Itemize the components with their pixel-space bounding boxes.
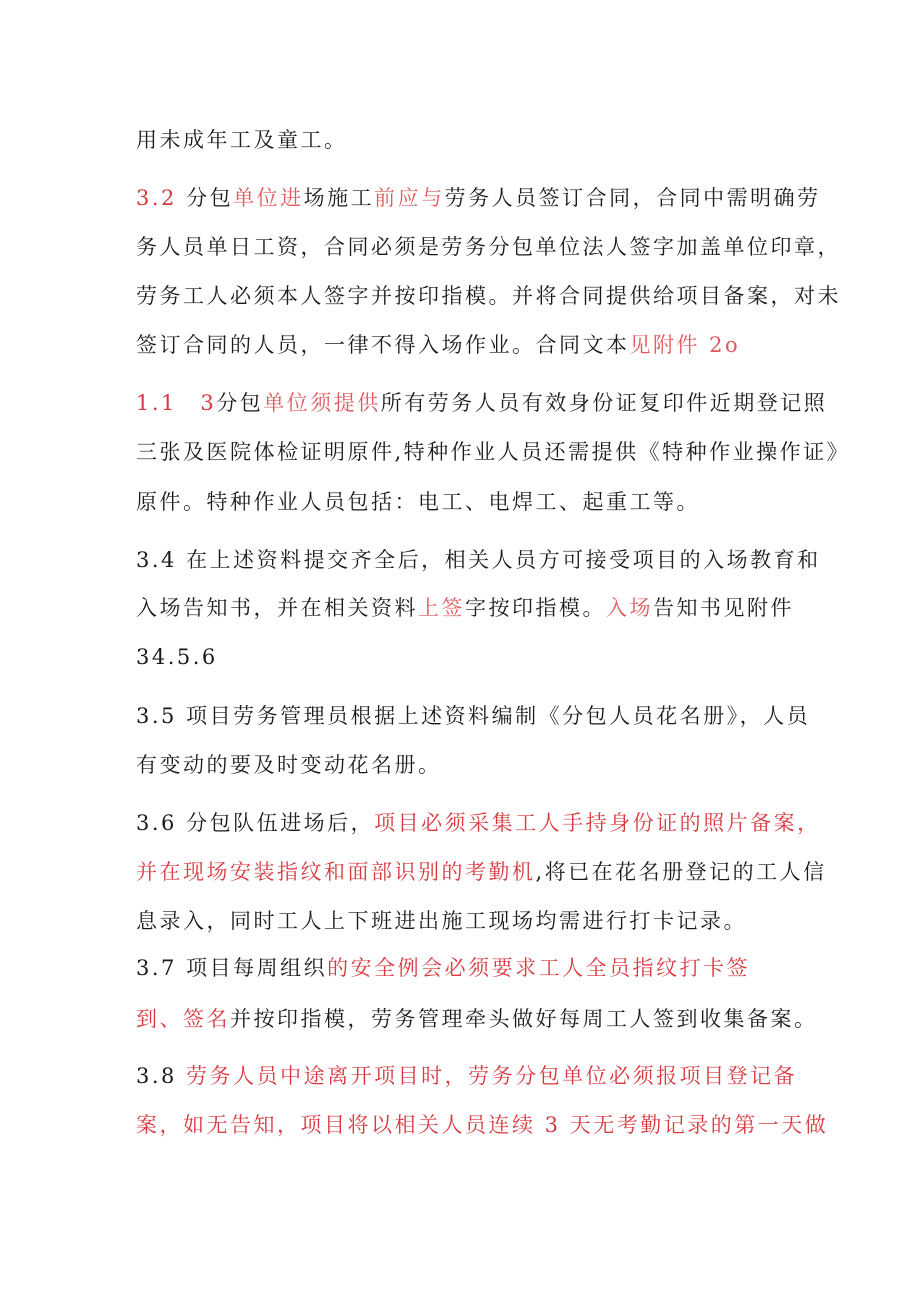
clause-3-2-line-1: 3.2 分包单位进场施工前应与劳务人员签订合同，合同中需明确劳 xyxy=(136,186,821,210)
clause-3-7-line-2: 到、签名并按印指模，劳务管理牵头做好每周工人签到收集备案。 xyxy=(136,1007,818,1031)
clause-3-3-line-3: 原件。特种作业人员包括：电工、电焊工、起重工等。 xyxy=(136,490,700,514)
clause-3-5-line-2: 有变动的要及时变动花名册。 xyxy=(136,753,442,777)
clause-3-2-line-4: 签订合同的人员，一律不得入场作业。合同文本见附件 2o xyxy=(136,333,741,357)
clause-3-6-line-1: 3.6 分包队伍进场后，项目必须采集工人手持身份证的照片备案， xyxy=(136,811,821,835)
clause-3-4-line-1: 3.4 在上述资料提交齐全后，相关人员方可接受项目的入场教育和 xyxy=(136,548,821,572)
clause-3-2-line-3: 劳务工人必须本人签字并按印指模。并将合同提供给项目备案，对未 xyxy=(136,284,841,308)
clause-3-2-line-2: 务人员单日工资，合同必须是劳务分包单位法人签字加盖单位印章， xyxy=(136,235,841,259)
clause-3-8-line-2: 案，如无告知，项目将以相关人员连续 3 天无考勤记录的第一天做 xyxy=(136,1113,829,1137)
clause-3-3-line-1: 1.1 3分包单位须提供所有劳务人员有效身份证复印件近期登记照 xyxy=(136,391,828,415)
clause-3-8-line-1: 3.8 劳务人员中途离开项目时，劳务分包单位必须报项目登记备 xyxy=(136,1064,798,1088)
clause-3-6-line-2: 并在现场安装指纹和面部识别的考勤机,将已在花名册登记的工人信 xyxy=(136,860,827,884)
clause-3-3-line-2: 三张及医院体检证明原件,特种作业人员还需提供《特种作业操作证》 xyxy=(136,440,851,464)
clause-3-5-line-1: 3.5 项目劳务管理员根据上述资料编制《分包人员花名册》，人员 xyxy=(136,704,811,728)
clause-number: 3.2 xyxy=(136,186,177,210)
clause-3-6-line-3: 息录入，同时工人上下班进出施工现场均需进行打卡记录。 xyxy=(136,909,747,933)
clause-3-7-line-1: 3.7 项目每周组织的安全例会必须要求工人全员指纹打卡签 xyxy=(136,956,751,980)
clause-3-4-line-3: 34.5.6 xyxy=(136,645,218,669)
clause-3-4-line-2: 入场告知书，并在相关资料上签字按印指模。入场告知书见附件 xyxy=(136,596,794,620)
line-continuation: 用未成年工及童工。 xyxy=(136,128,348,152)
clause-number: 1.1 3 xyxy=(136,391,217,415)
clause-number: 3.8 xyxy=(136,1064,187,1088)
